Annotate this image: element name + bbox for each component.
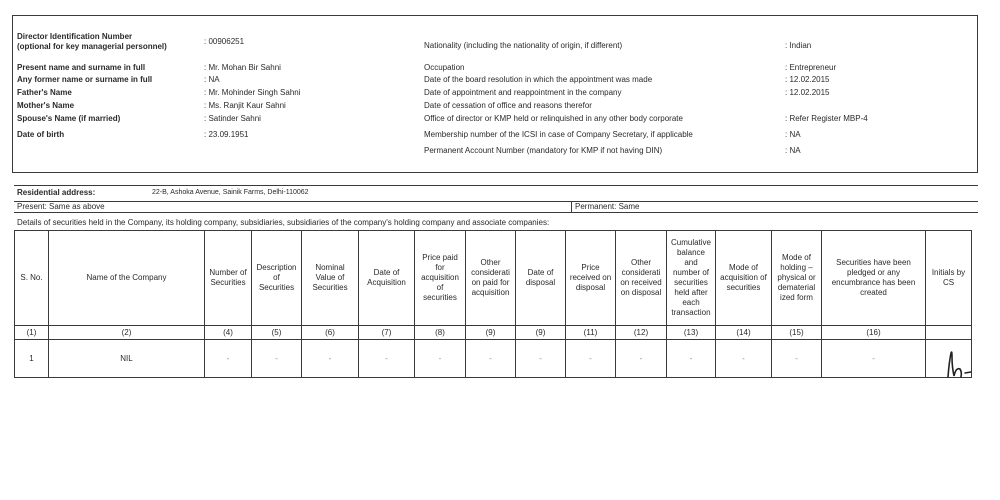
column-header bbox=[466, 231, 516, 326]
column-header-text: Mode of acquisition of securities bbox=[720, 263, 767, 292]
column-header-text: Nominal Value of Securities bbox=[312, 263, 348, 292]
column-header-text: Other considerati on received on disposal bbox=[620, 258, 662, 297]
table-cell-text: - bbox=[742, 353, 745, 363]
column-number bbox=[667, 326, 716, 340]
column-number bbox=[616, 326, 667, 340]
right-label: Office of director or KMP held or relinquished in any other body corporate bbox=[424, 114, 683, 123]
address-divider bbox=[571, 201, 572, 212]
column-number bbox=[49, 326, 205, 340]
column-header-text: Name of the Company bbox=[86, 273, 167, 282]
cs-initials-signature bbox=[940, 345, 975, 380]
column-header bbox=[566, 231, 616, 326]
address-mid-rule bbox=[14, 201, 978, 202]
table-cell-text: - bbox=[639, 353, 643, 363]
column-number-text: (1) bbox=[26, 327, 37, 337]
left-label: Spouse's Name (if married) bbox=[17, 114, 121, 123]
column-number-text: (4) bbox=[223, 327, 233, 337]
right-label: Permanent Account Number (mandatory for KMP if not having DIN) bbox=[424, 146, 663, 155]
column-header bbox=[252, 231, 302, 326]
column-number-text: (8) bbox=[435, 327, 445, 337]
column-header-text: Initials by CS bbox=[931, 268, 966, 287]
table-cell-text: - bbox=[589, 353, 592, 363]
table-cell bbox=[252, 340, 302, 378]
right-value: : 12.02.2015 bbox=[785, 88, 830, 97]
column-number-text: (7) bbox=[381, 327, 392, 337]
left-value: : Ms. Ranjit Kaur Sahni bbox=[204, 101, 286, 110]
column-header-text: Securities have been pledged or any encumbrance has been created bbox=[831, 258, 916, 297]
column-header-text: Date of disposal bbox=[525, 268, 556, 287]
column-number-text: (11) bbox=[583, 327, 598, 337]
column-number-text: (9) bbox=[535, 327, 546, 337]
right-value: : NA bbox=[785, 130, 801, 139]
left-label: Date of birth bbox=[17, 130, 65, 139]
permanent-address: Permanent: Same bbox=[575, 202, 640, 211]
table-row bbox=[15, 340, 972, 378]
column-header bbox=[926, 231, 972, 326]
column-number bbox=[516, 326, 566, 340]
column-number bbox=[15, 326, 49, 340]
table-cell-text: - bbox=[275, 353, 278, 363]
column-header-text: Description of Securities bbox=[256, 263, 297, 292]
securities-table bbox=[14, 230, 972, 378]
column-header bbox=[516, 231, 566, 326]
table-cell-text: - bbox=[226, 353, 230, 363]
column-number-text: (9) bbox=[485, 327, 496, 337]
address-bottom-rule bbox=[14, 212, 978, 213]
column-number-text: (14) bbox=[736, 327, 751, 337]
column-number bbox=[716, 326, 772, 340]
column-number-text: (6) bbox=[325, 327, 335, 337]
table-cell bbox=[822, 340, 926, 378]
table-cell bbox=[667, 340, 716, 378]
table-header-row bbox=[15, 231, 972, 326]
table-cell bbox=[772, 340, 822, 378]
column-header-text: Cumulative balance and number of securities held after each transaction bbox=[670, 238, 711, 317]
address-top-rule bbox=[14, 185, 978, 186]
column-number bbox=[466, 326, 516, 340]
column-number-text: (5) bbox=[271, 327, 282, 337]
right-value: : Indian bbox=[785, 41, 812, 50]
table-cell-text: - bbox=[438, 353, 442, 363]
column-header-text: Date of Acquisition bbox=[367, 268, 406, 287]
column-header bbox=[49, 231, 205, 326]
left-label: Present name and surname in full bbox=[17, 63, 146, 72]
right-value: : Entrepreneur bbox=[785, 63, 837, 72]
column-header bbox=[716, 231, 772, 326]
table-cell-text: - bbox=[489, 353, 492, 363]
right-label: Date of the board resolution in which the appointment was made bbox=[424, 75, 653, 84]
left-label: Any former name or surname in full bbox=[17, 75, 153, 84]
right-label: Occupation bbox=[424, 63, 465, 72]
column-number bbox=[926, 326, 972, 340]
table-cell bbox=[15, 340, 49, 378]
present-address: Present: Same as above bbox=[17, 202, 105, 211]
residential-address-value: 22-B, Ashoka Avenue, Sainik Farms, Delhi-110062 bbox=[152, 189, 309, 196]
column-number bbox=[205, 326, 252, 340]
column-header-text: Number of Securities bbox=[209, 268, 247, 287]
column-header-text: S. No. bbox=[20, 273, 43, 282]
column-header bbox=[667, 231, 716, 326]
column-header-text: Price received on disposal bbox=[569, 263, 612, 292]
column-number bbox=[252, 326, 302, 340]
left-value: : NA bbox=[204, 75, 220, 84]
table-cell-text: - bbox=[328, 353, 332, 363]
table-cell bbox=[716, 340, 772, 378]
right-value: : NA bbox=[785, 146, 801, 155]
table-cell bbox=[205, 340, 252, 378]
left-value: : 00906251 bbox=[204, 37, 245, 46]
right-label: Date of appointment and reappointment in the company bbox=[424, 88, 622, 97]
left-value: : 23.09.1951 bbox=[204, 130, 249, 139]
column-header bbox=[302, 231, 359, 326]
column-number bbox=[566, 326, 616, 340]
right-label: Membership number of the ICSI in case of Company Secretary, if applicable bbox=[424, 130, 693, 139]
right-value: : 12.02.2015 bbox=[785, 75, 830, 84]
column-number-text: (16) bbox=[866, 327, 881, 337]
table-cell-text: NIL bbox=[120, 353, 133, 363]
right-label: Nationality (including the nationality of origin, if different) bbox=[424, 41, 623, 50]
table-cell bbox=[566, 340, 616, 378]
column-number-text: (12) bbox=[633, 327, 649, 337]
table-cell-text: - bbox=[539, 353, 542, 363]
column-number bbox=[302, 326, 359, 340]
table-cell bbox=[466, 340, 516, 378]
column-number bbox=[415, 326, 466, 340]
table-cell bbox=[415, 340, 466, 378]
column-header-text: Other considerati on paid for acquisition bbox=[471, 258, 510, 297]
column-header-text: Mode of holding – physical or dematerial ized form bbox=[777, 253, 816, 302]
left-label: Director Identification Number (optional for key managerial personnel) bbox=[17, 32, 167, 51]
table-cell-text: 1 bbox=[29, 353, 34, 363]
column-number-text: (2) bbox=[121, 327, 132, 337]
column-number-text: (13) bbox=[683, 327, 699, 337]
table-cell-text: - bbox=[872, 353, 875, 363]
column-number bbox=[359, 326, 415, 340]
table-cell bbox=[616, 340, 667, 378]
left-value: : Satinder Sahni bbox=[204, 114, 261, 123]
column-header bbox=[15, 231, 49, 326]
column-header bbox=[415, 231, 466, 326]
table-cell bbox=[359, 340, 415, 378]
table-cell-text: - bbox=[385, 353, 388, 363]
column-header-text: Price paid for acquisition of securities bbox=[421, 253, 459, 302]
table-cell bbox=[49, 340, 205, 378]
table-cell-text: - bbox=[689, 353, 693, 363]
left-label: Father's Name bbox=[17, 88, 72, 97]
table-cell-text: - bbox=[795, 353, 798, 363]
column-header bbox=[822, 231, 926, 326]
table-cell bbox=[516, 340, 566, 378]
column-number bbox=[772, 326, 822, 340]
column-header bbox=[616, 231, 667, 326]
left-label: Mother's Name bbox=[17, 101, 75, 110]
left-value: : Mr. Mohan Bir Sahni bbox=[204, 63, 281, 72]
table-number-row bbox=[15, 326, 972, 340]
right-value: : Refer Register MBP-4 bbox=[785, 114, 868, 123]
column-header bbox=[772, 231, 822, 326]
column-header bbox=[359, 231, 415, 326]
securities-caption: Details of securities held in the Company, its holding company, subsidiaries, subsidiaries of the company's holding company and associate companies: bbox=[17, 218, 550, 227]
table-cell bbox=[302, 340, 359, 378]
column-number bbox=[822, 326, 926, 340]
column-number-text: (15) bbox=[789, 327, 804, 337]
left-value: : Mr. Mohinder Singh Sahni bbox=[204, 88, 301, 97]
right-label: Date of cessation of office and reasons therefor bbox=[424, 101, 592, 110]
residential-address-label: Residential address: bbox=[17, 188, 96, 197]
column-header bbox=[205, 231, 252, 326]
